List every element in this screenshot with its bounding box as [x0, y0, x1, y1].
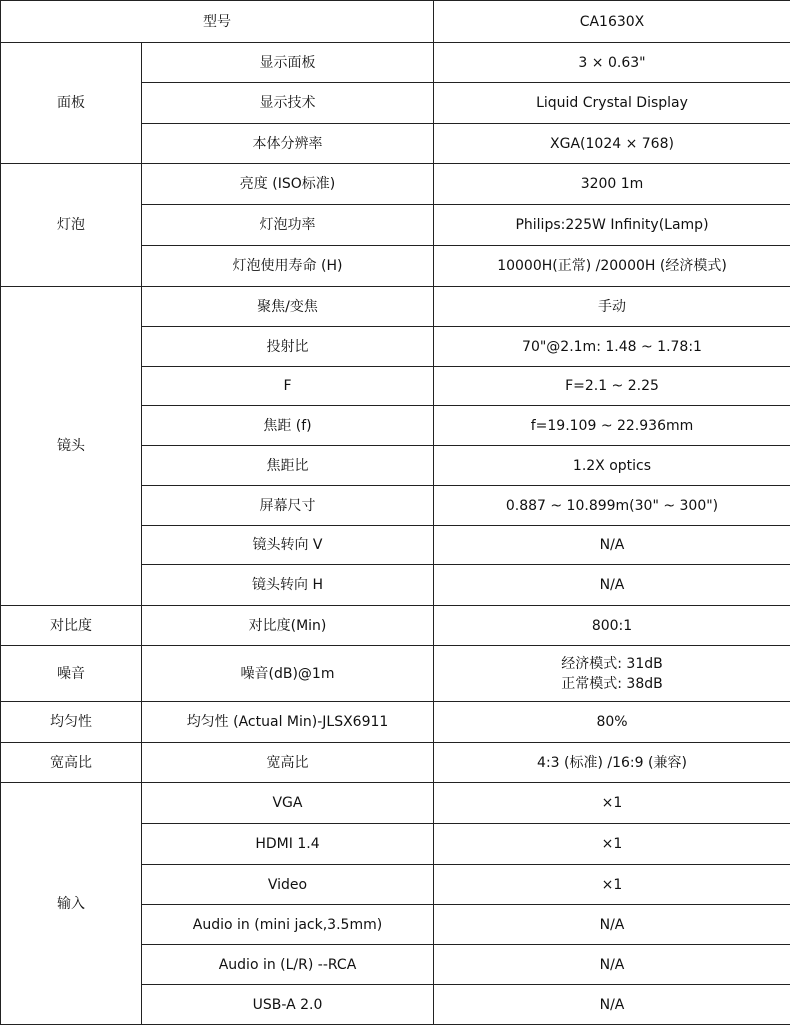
spec-label: 亮度 (ISO标准) [142, 164, 434, 205]
spec-value: N/A [434, 945, 790, 985]
spec-label: 焦距比 [142, 446, 434, 486]
spec-value: f=19.109 ~ 22.936mm [434, 406, 790, 446]
spec-label: 本体分辨率 [142, 124, 434, 164]
spec-value: N/A [434, 985, 790, 1025]
spec-value: N/A [434, 565, 790, 606]
spec-label: 灯泡功率 [142, 205, 434, 246]
spec-value: ×1 [434, 783, 790, 824]
spec-label: Audio in (mini jack,3.5mm) [142, 905, 434, 945]
spec-value: 10000H(正常) /20000H (经济模式) [434, 246, 790, 287]
spec-value: 80% [434, 702, 790, 743]
spec-value: ×1 [434, 865, 790, 905]
table-row [1, 1, 790, 43]
spec-label: 对比度(Min) [142, 606, 434, 646]
spec-value: F=2.1 ~ 2.25 [434, 367, 790, 406]
table-row [1, 783, 790, 824]
category-cell: 对比度 [1, 606, 142, 646]
table-row [1, 646, 790, 702]
model-label: 型号 [1, 1, 434, 43]
table-row [1, 702, 790, 743]
model-value: CA1630X [434, 1, 790, 43]
table-row [1, 43, 790, 83]
spec-label: F [142, 367, 434, 406]
spec-label: 宽高比 [142, 743, 434, 783]
spec-value: 3200 1m [434, 164, 790, 205]
spec-label: 均匀性 (Actual Min)-JLSX6911 [142, 702, 434, 743]
spec-value: Liquid Crystal Display [434, 83, 790, 124]
category-cell: 均匀性 [1, 702, 142, 743]
category-cell: 宽高比 [1, 743, 142, 783]
table-row [1, 287, 790, 327]
spec-value: N/A [434, 905, 790, 945]
table-row [1, 606, 790, 646]
spec-label: 灯泡使用寿命 (H) [142, 246, 434, 287]
spec-value: 4:3 (标准) /16:9 (兼容) [434, 743, 790, 783]
spec-label: Video [142, 865, 434, 905]
spec-value: 手动 [434, 287, 790, 327]
spec-label: 显示面板 [142, 43, 434, 83]
category-cell: 面板 [1, 43, 142, 164]
spec-value: N/A [434, 526, 790, 565]
spec-label: 显示技术 [142, 83, 434, 124]
category-cell: 输入 [1, 783, 142, 1025]
spec-value: 70"@2.1m: 1.48 ~ 1.78:1 [434, 327, 790, 367]
table-row [1, 743, 790, 783]
category-cell: 镜头 [1, 287, 142, 606]
spec-label: 屏幕尺寸 [142, 486, 434, 526]
spec-value: 800:1 [434, 606, 790, 646]
spec-label: 焦距 (f) [142, 406, 434, 446]
spec-value: Philips:225W Infinity(Lamp) [434, 205, 790, 246]
category-cell: 灯泡 [1, 164, 142, 287]
noise-eco-value: 经济模式: 31dB [438, 654, 786, 674]
spec-value [434, 646, 790, 702]
spec-label: 镜头转向 H [142, 565, 434, 606]
spec-value: 3 × 0.63" [434, 43, 790, 83]
spec-label: HDMI 1.4 [142, 824, 434, 865]
spec-value: 1.2X optics [434, 446, 790, 486]
spec-label: 聚焦/变焦 [142, 287, 434, 327]
category-cell: 噪音 [1, 646, 142, 702]
spec-label: USB-A 2.0 [142, 985, 434, 1025]
noise-normal-value: 正常模式: 38dB [438, 674, 786, 694]
spec-value: ×1 [434, 824, 790, 865]
spec-label: Audio in (L/R) --RCA [142, 945, 434, 985]
spec-label: VGA [142, 783, 434, 824]
spec-value: 0.887 ~ 10.899m(30" ~ 300") [434, 486, 790, 526]
spec-value: XGA(1024 × 768) [434, 124, 790, 164]
table-row [1, 164, 790, 205]
spec-label: 投射比 [142, 327, 434, 367]
spec-label: 镜头转向 V [142, 526, 434, 565]
spec-label: 噪音(dB)@1m [142, 646, 434, 702]
